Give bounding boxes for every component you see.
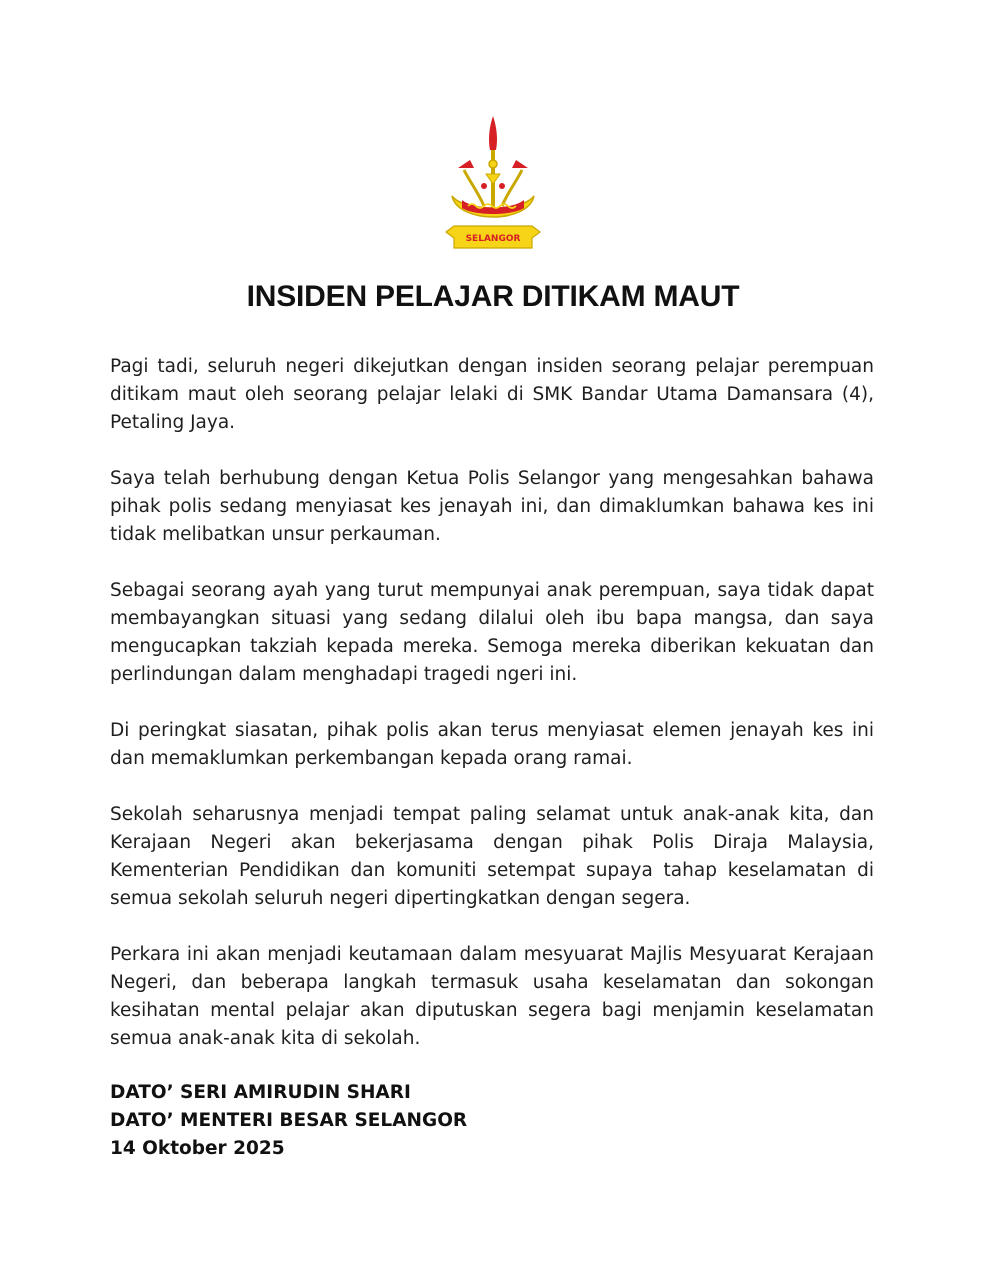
page-title: INSIDEN PELAJAR DITIKAM MAUT xyxy=(246,280,740,313)
paragraph: Pagi tadi, seluruh negeri dikejutkan dengan insiden seorang pelajar perempuan ditikam maut oleh seorang pelajar lelaki di SMK Bandar Utama Damansara (4), Petaling Jaya. xyxy=(110,356,874,433)
statement-date: 14 Oktober 2025 xyxy=(110,1138,285,1159)
statement-body xyxy=(110,353,874,1081)
paragraph: Sebagai seorang ayah yang turut mempunyai anak perempuan, saya tidak dapat membayangkan situasi yang sedang dilalui oleh ibu bapa mangsa, dan saya mengucapkan takziah kepada mereka. Semoga mereka diberikan kekuatan dan perlindungan dalam menghadapi tragedi ngeri ini. xyxy=(110,580,874,685)
paragraph: Perkara ini akan menjadi keutamaan dalam mesyuarat Majlis Mesyuarat Kerajaan Negeri, dan beberapa langkah termasuk usaha keselamatan dan sokongan kesihatan mental pelajar akan diputuskan segera bagi menjamin keselamatan semua anak-anak kita di sekolah. xyxy=(110,944,874,1049)
svg-text:SELANGOR: SELANGOR xyxy=(465,234,521,244)
signatory-name: DATO’ SERI AMIRUDIN SHARI xyxy=(110,1082,411,1103)
selangor-crest-icon xyxy=(438,112,548,257)
paragraph: Sekolah seharusnya menjadi tempat paling selamat untuk anak-anak kita, dan Kerajaan Negeri akan bekerjasama dengan pihak Polis Diraja Malaysia, Kementerian Pendidikan dan komuniti setempat supaya tahap keselamatan di semua sekolah seluruh negeri dipertingkatkan dengan segera. xyxy=(110,804,874,909)
signatory-position: DATO’ MENTERI BESAR SELANGOR xyxy=(110,1110,468,1131)
signature-block xyxy=(110,1079,710,1163)
paragraph: Di peringkat siasatan, pihak polis akan terus menyiasat elemen jenayah kes ini dan memaklumkan perkembangan kepada orang ramai. xyxy=(110,720,874,769)
paragraph: Saya telah berhubung dengan Ketua Polis Selangor yang mengesahkan bahawa pihak polis sedang menyiasat kes jenayah ini, dan dimaklumkan bahawa kes ini tidak melibatkan unsur perkauman. xyxy=(110,468,874,545)
